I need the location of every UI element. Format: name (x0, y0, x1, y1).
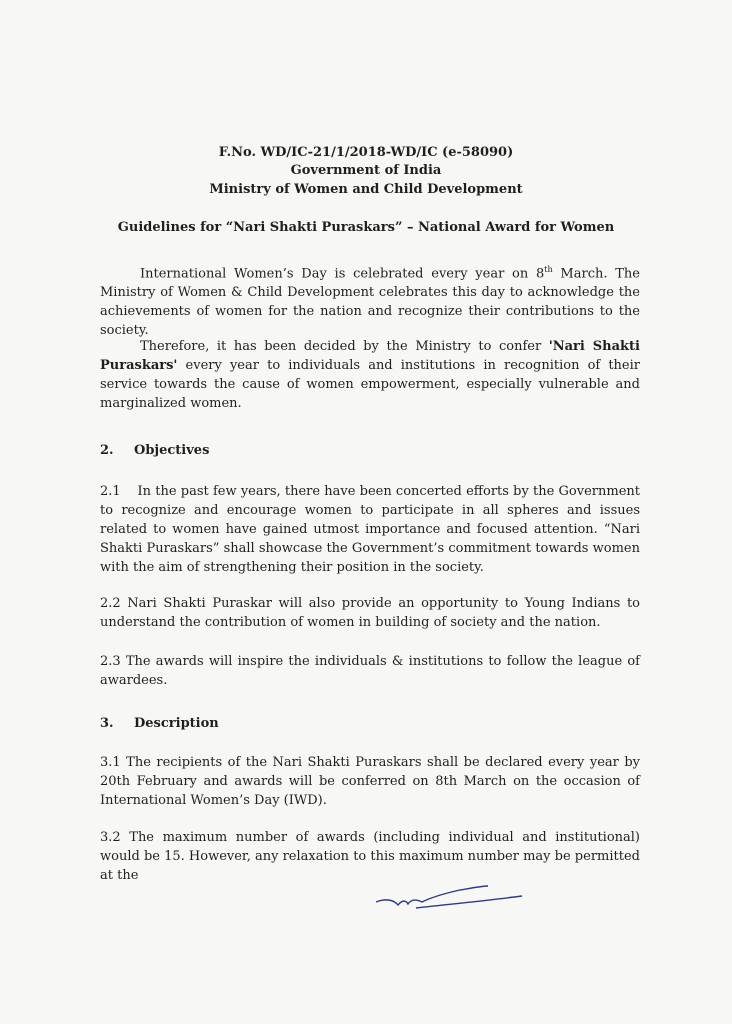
intro-paragraph-2 (100, 337, 640, 413)
document-title: Guidelines for “Nari Shakti Puraskars” – National Award for Women (117, 220, 615, 235)
intro-p2-text-a: Therefore, it has been decided by the Ministry to confer (140, 339, 549, 354)
intro-paragraph-1 (100, 260, 640, 340)
paragraph-2-3: 2.3 The awards will inspire the individuals & institutions to follow the league of awardees. (100, 654, 640, 688)
file-number: F.No. WD/IC-21/1/2018-WD/IC (e-58090) (218, 145, 514, 160)
paragraph-2-2: 2.2 Nari Shakti Puraskar will also provide an opportunity to Young Indians to understand the contribution of women in building of society and the nation. (100, 596, 640, 630)
section-2-heading (100, 443, 209, 458)
paragraph-2-1: 2.1 In the past few years, there have been concerted efforts by the Government to recognize and encourage women to participate in all spheres and issues related to women have gained utmost importance and focused attention. “Nari Shakti Puraskars” shall showcase the Government’s commitment towards women with the aim of strengthening their position in the society. (100, 484, 645, 575)
ministry-name: Ministry of Women and Child Development (209, 182, 523, 197)
intro-p1-text-b: March. The Ministry of Women & Child Development celebrates this day to acknowledge the achievements of women for the nation and recognize their contributions to the society. (100, 266, 640, 339)
section-2-title: Objectives (134, 443, 210, 458)
section-3-number: 3. (100, 716, 114, 731)
section-3-title: Description (134, 716, 219, 731)
section-3-heading (100, 716, 219, 731)
section-2-number: 2. (100, 443, 114, 458)
paragraph-3-1: 3.1 The recipients of the Nari Shakti Puraskars shall be declared every year by 20th February and awards will be conferred on 8th March on the occasion of International Women’s Day (IWD). (100, 755, 640, 808)
intro-p2-bold: 'Nari Shakti Puraskars' (100, 339, 640, 373)
intro-p1-text-a: International Women’s Day is celebrated every year on 8 (140, 266, 545, 282)
intro-p1-sup: th (544, 265, 553, 274)
intro-p2-text-b: every year to individuals and institutions in recognition of their service towards the cause of women empowerment, especially vulnerable and marginalized women. (100, 358, 640, 411)
government-name: Government of India (290, 163, 442, 178)
paragraph-3-2: 3.2 The maximum number of awards (including individual and institutional) would be 15. However, any relaxation to this maximum number may be permitted at the (100, 830, 640, 883)
signature-mark (372, 878, 532, 914)
